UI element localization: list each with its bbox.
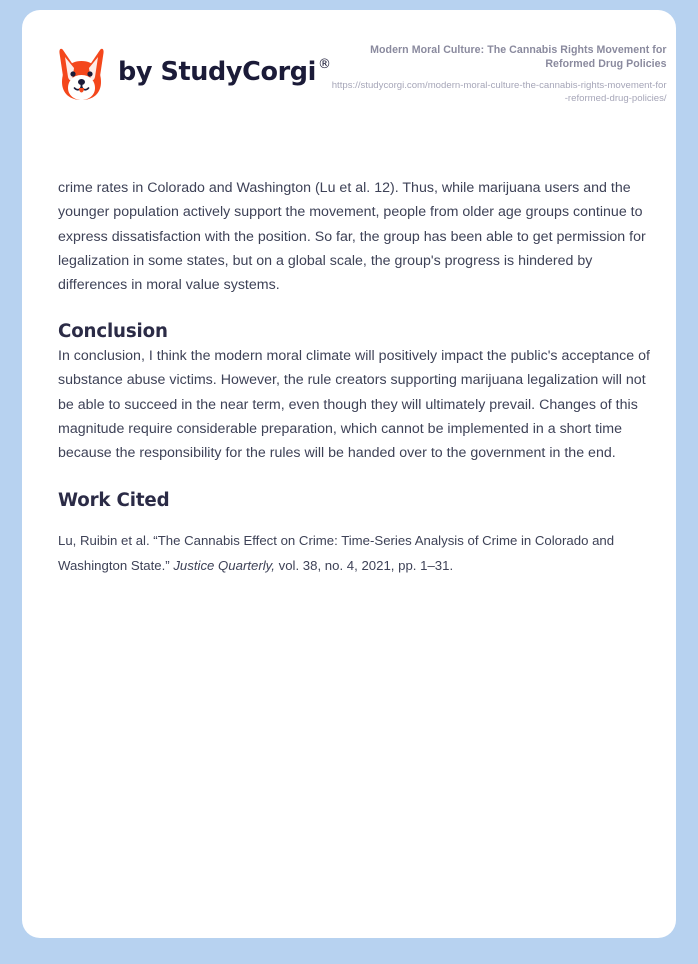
citation-author-title: Lu, Ruibin et al. “The Cannabis Effect on Crime: Time-Series Analysis of Crime in Colorado and Washington State.” (58, 533, 615, 573)
heading-work-cited: Work Cited (58, 489, 170, 511)
brand-wordmark (118, 56, 331, 88)
citation-volume-pages: vol. 38, no. 4, 2021, pp. 1–31. (274, 557, 454, 573)
registered-trademark-icon: ® (317, 56, 331, 72)
studycorgi-corgi-logo-icon (58, 46, 105, 101)
brand-block (58, 46, 331, 101)
heading-conclusion: Conclusion (58, 321, 168, 343)
citation-journal-name: Justice Quarterly, (173, 557, 275, 573)
document-page-card (22, 10, 676, 938)
document-body (58, 176, 650, 578)
brand-name-text: by StudyCorgi (118, 57, 316, 88)
page-header (22, 10, 676, 136)
citation-entry (58, 529, 650, 578)
document-title: Modern Moral Culture: The Cannabis Rights Movement for Reformed Drug Policies (370, 43, 667, 71)
intro-paragraph: crime rates in Colorado and Washington (Lu et al. 12). Thus, while marijuana users and the younger population actively support the movement, people from older age groups continue to express dissatisfaction with the position. So far, the group has been able to get permission for legalization in some states, but on a global scale, the group's progress is hindered by differences in moral value systems. (58, 180, 646, 294)
header-document-meta (331, 41, 667, 106)
document-url[interactable]: https://studycorgi.com/modern-moral-culture-the-cannabis-rights-movement-for-reformed-drug-policies/ (331, 79, 667, 105)
conclusion-paragraph: In conclusion, I think the modern moral climate will positively impact the public's acceptance of substance abuse victims. However, the rule creators supporting marijuana legalization will not be able to succeed in the near term, even though they will ultimately prevail. Changes of this magnitude require considerable preparation, which cannot be implemented in a short time because the responsibility for the rules will be handed over to the government in the end. (58, 348, 650, 462)
